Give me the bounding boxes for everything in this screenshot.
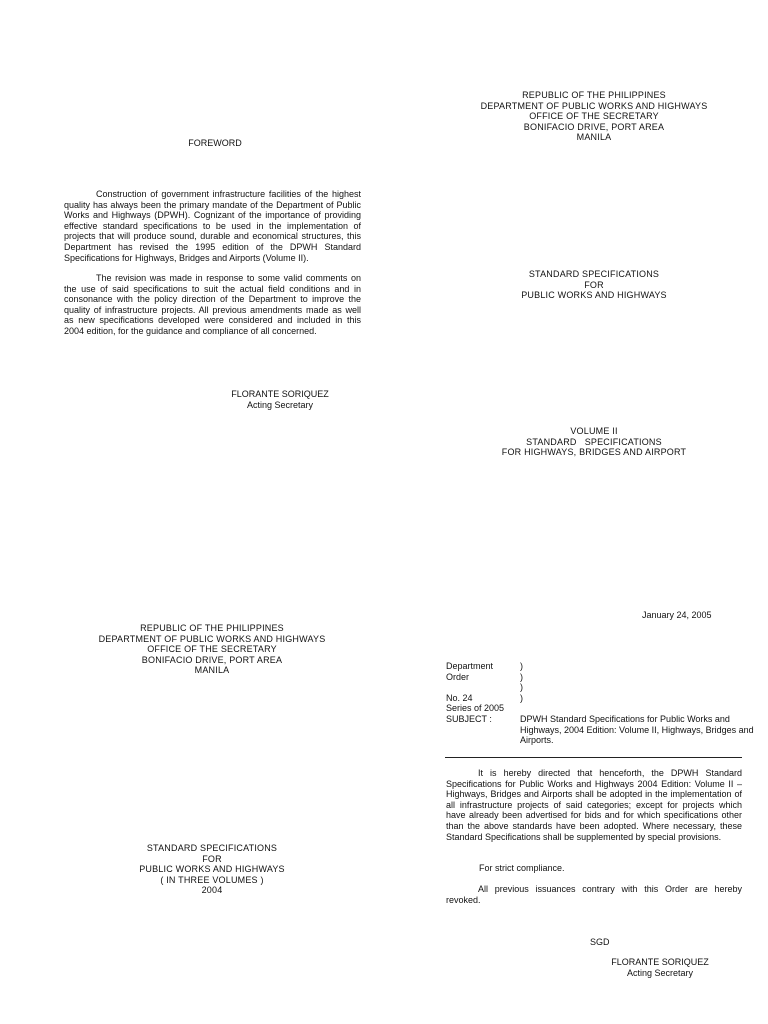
header-line: DEPARTMENT OF PUBLIC WORKS AND HIGHWAYS [98,633,326,644]
spec-title-line: FOR [202,853,222,864]
order-label-series: Series of 2005 [446,703,505,713]
header-line: OFFICE OF THE SECRETARY [529,111,659,122]
header-line: DEPARTMENT OF PUBLIC WORKS AND HIGHWAYS [480,100,708,111]
spec-title-line: 2004 [201,885,223,896]
paren: ) [520,682,523,692]
order-label-subject: SUBJECT : [446,714,492,724]
spec-title-line: STANDARD SPECIFICATIONS [528,269,660,279]
order-label-number: No. 24 [446,693,473,703]
paren: ) [520,661,523,671]
header-line: OFFICE OF THE SECRETARY [147,644,277,655]
spec-title-line: FOR [584,279,604,290]
order-date: January 24, 2005 [642,610,712,620]
paren: ) [520,693,523,703]
paren: ) [520,672,523,682]
header-line: BONIFACIO DRIVE, PORT AREA [523,121,665,132]
order-body-paragraph: It is hereby directed that henceforth, the DPWH Standard Specifications for Public Works and Highways 2004 Edition: Volume II – Highways, Bridges and Airports shall be adopted in the implementation of all infrastructure projects of said categories; except for projects which have already been advertised for bids and for which specifications other than the above standards have been adopted. Where necessary, these Standard Specifications shall be supplemented by special provisions. [446,768,742,842]
spec-title-right [460,269,728,301]
volume-title-line: VOLUME II [570,426,618,436]
order-label-order: Order [446,672,470,682]
signatory-name: FLORANTE SORIQUEZ [611,957,709,967]
department-header-top [460,90,728,143]
order-label-department: Department [446,661,494,671]
volume-title-line: FOR HIGHWAYS, BRIDGES AND AIRPORT [501,447,687,458]
department-header-bottom [78,623,346,676]
order-subject-text: DPWH Standard Specifications for Public Works and Highways, 2004 Edition: Volume II, Highways, Bridges and Airports. [520,714,754,746]
volume-title [460,426,728,458]
spec-title-bottom [78,843,346,896]
spec-title-line: ( IN THREE VOLUMES ) [160,874,264,885]
header-line: MANILA [194,665,230,676]
volume-title-line: STANDARD SPECIFICATIONS [526,436,662,447]
header-line: MANILA [576,132,612,143]
order-compliance: For strict compliance. [479,863,565,873]
order-revoked: All previous issuances contrary with this Order are hereby revoked. [446,884,742,905]
divider-line [445,757,742,758]
foreword-signatory [200,389,360,410]
order-sgd: SGD [590,937,610,947]
signatory-name: FLORANTE SORIQUEZ [231,389,329,399]
header-line: BONIFACIO DRIVE, PORT AREA [141,654,283,665]
foreword-paragraph-2: The revision was made in response to some valid comments on the use of said specifications to suit the actual field conditions and in consonance with the policy direction of the Department to improve the quality of infrastructure projects. All previous amendments made as well as new specifications developed were considered and included in this 2004 edition, for the guidance and compliance of all concerned. [64,273,361,336]
foreword-heading: FOREWORD [188,138,242,148]
spec-title-line: STANDARD SPECIFICATIONS [146,843,278,853]
order-signatory [580,957,740,978]
header-line: REPUBLIC OF THE PHILIPPINES [140,623,284,633]
spec-title-line: PUBLIC WORKS AND HIGHWAYS [139,864,285,875]
foreword-paragraph-1: Construction of government infrastructure facilities of the highest quality has always been the primary mandate of the Department of Public Works and Highways (DPWH). Cognizant of the importance of providing effective standard specifications to be used in the implementation of projects that will produce sound, durable and economical structures, this Department has revised the 1995 edition of the DPWH Standard Specifications for Highways, Bridges and Airports (Volume II). [64,189,361,263]
spec-title-line: PUBLIC WORKS AND HIGHWAYS [521,290,667,301]
signatory-title: Acting Secretary [246,399,314,410]
signatory-title: Acting Secretary [626,967,694,978]
header-line: REPUBLIC OF THE PHILIPPINES [522,90,666,100]
